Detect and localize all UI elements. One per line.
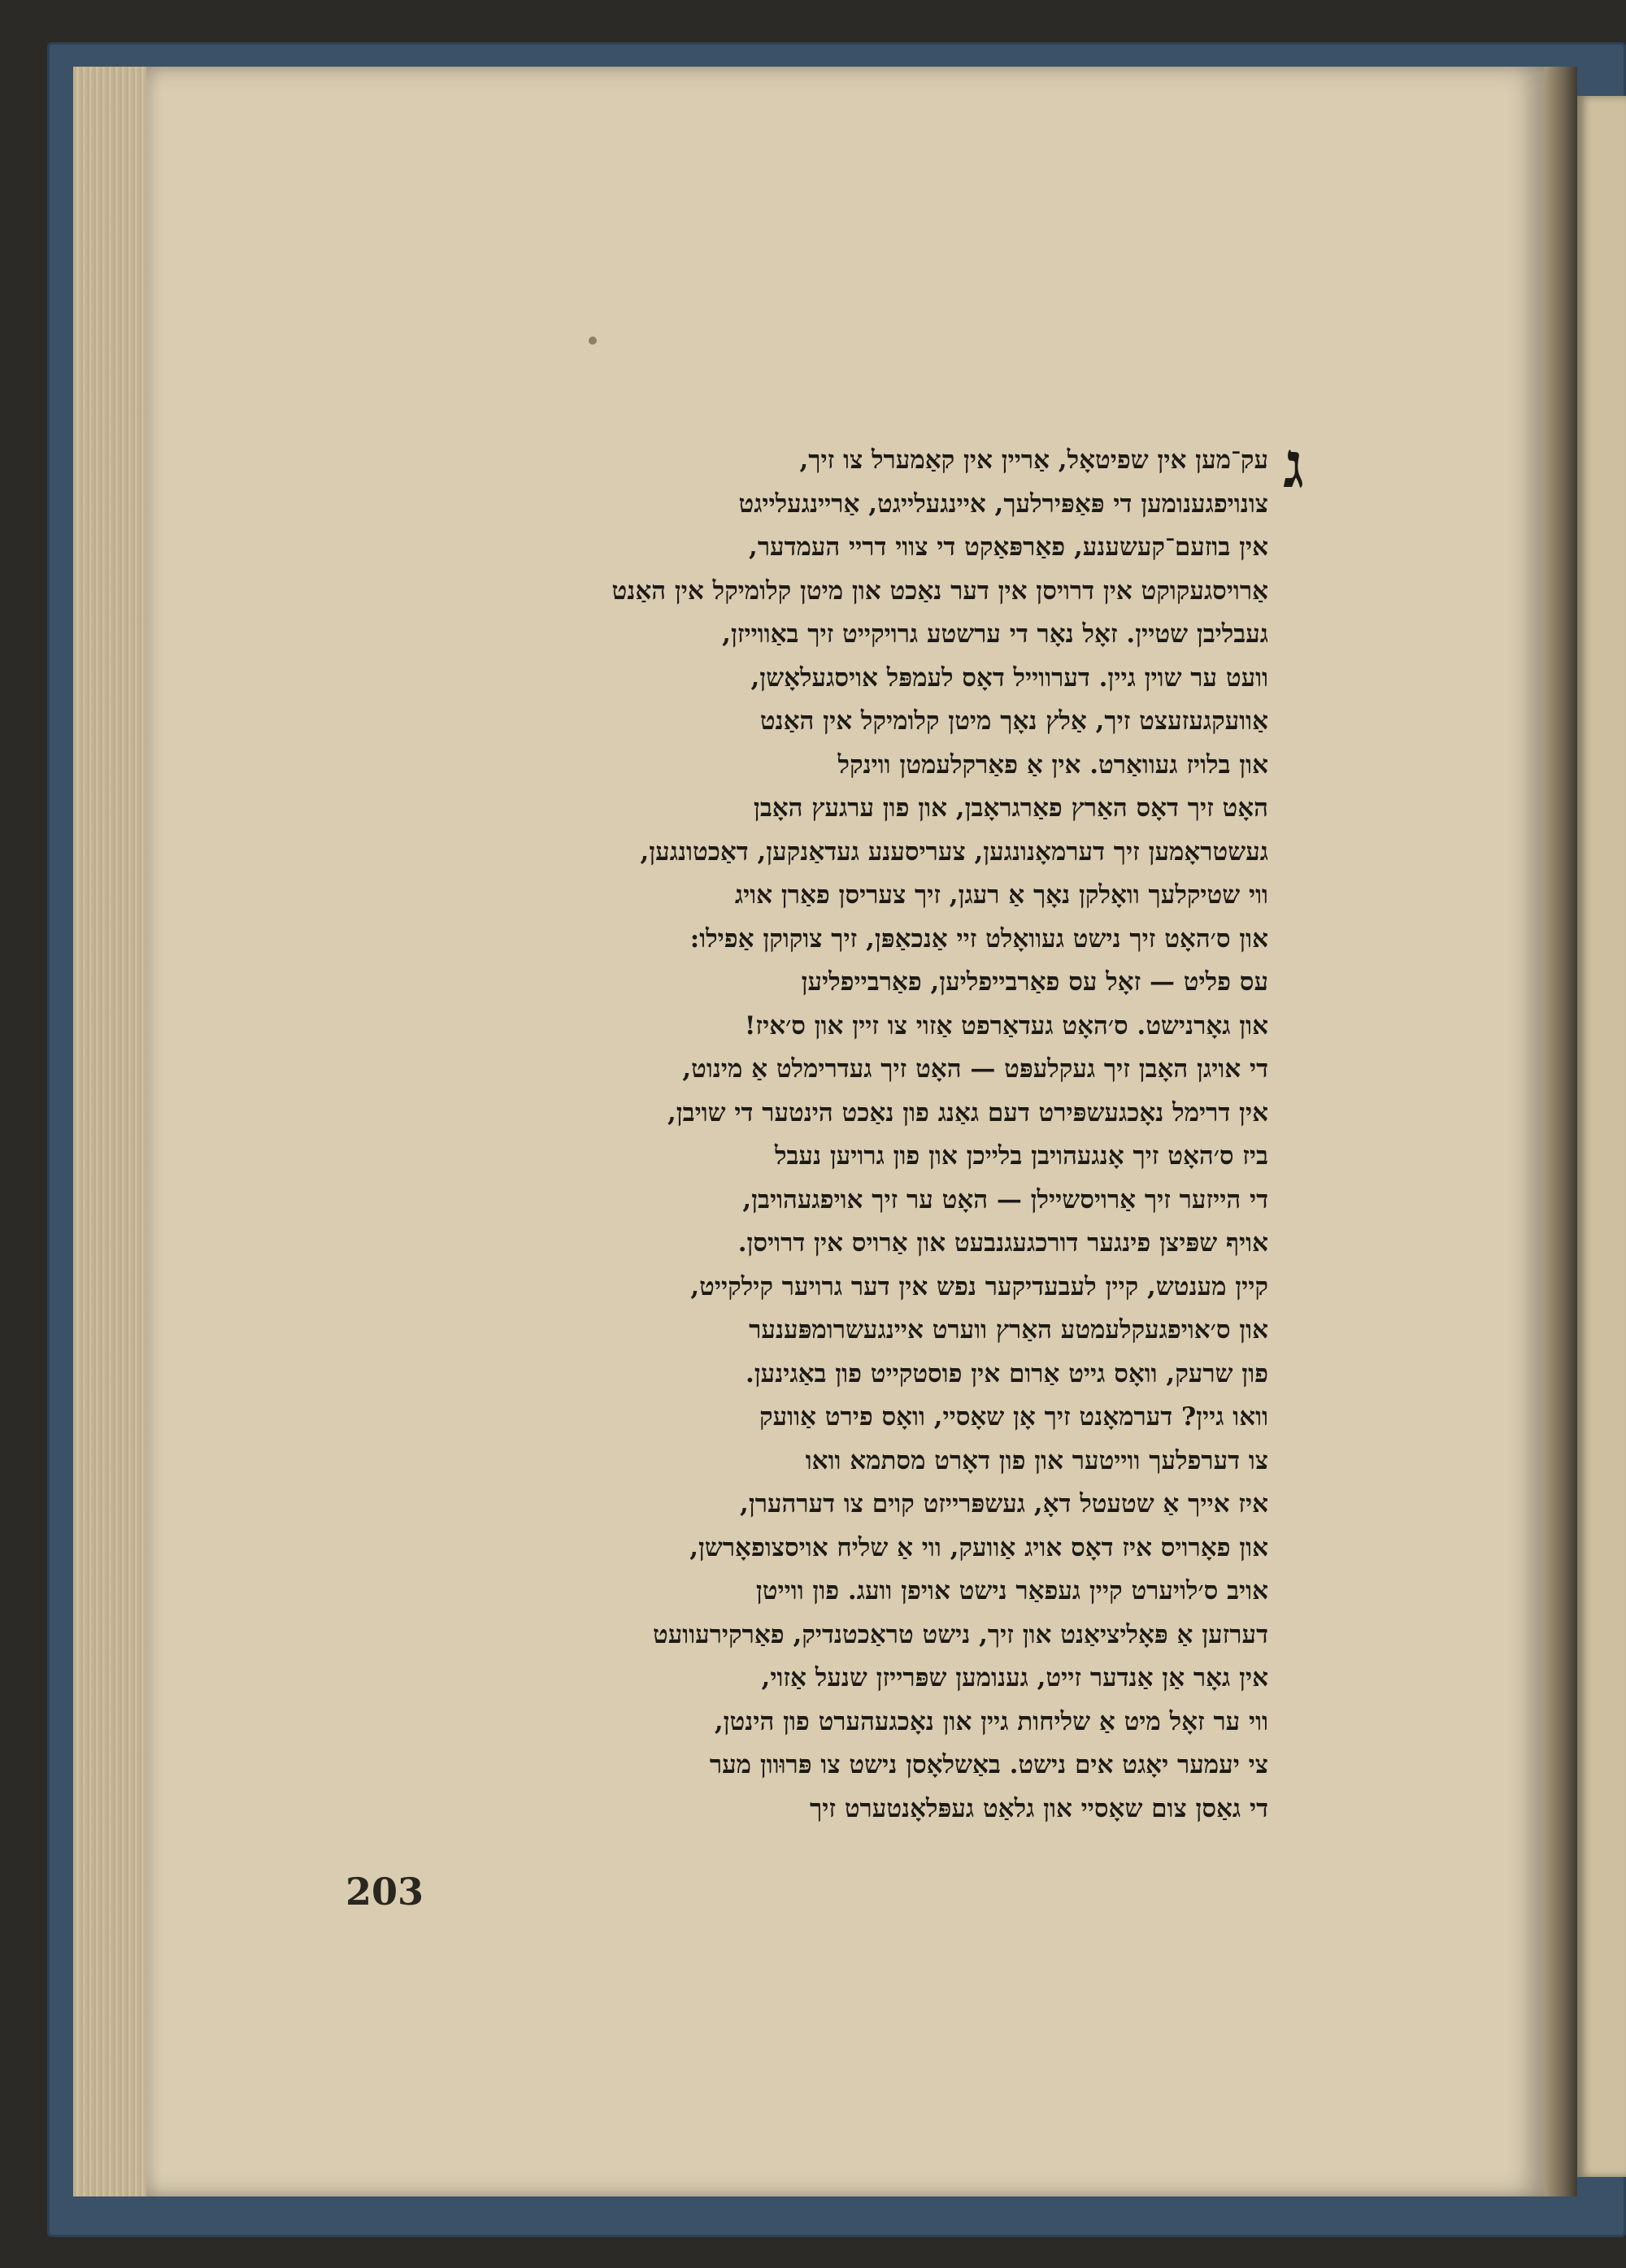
text-line: ווי שטיקלעך וואָלקן נאָך אַ רעגן, זיך צעריסן פאַרן אויג	[734, 880, 1268, 910]
text-line: אין בוזעם־קעשענע, פאַרפּאַקט די צווי דריי העמדער,	[749, 532, 1268, 562]
text-line: אַרויסגעקוקט אין דרויסן אין דער נאַכט און מיטן קלומיקל אין האַנט	[611, 576, 1268, 606]
text-line: אויב ס׳לויערט קיין געפאַר נישט אויפן וועג. פון ווייטן	[755, 1576, 1268, 1605]
next-page-edge	[1577, 96, 1626, 2177]
text-line: אין דרימל נאָכגעשפּירט דעם גאַנג פון נאַכט הינטער די שויבן,	[667, 1097, 1268, 1127]
text-line: געבליבן שטיין. זאָל נאָר די ערשטע גרויקייט זיך באַווייזן,	[722, 619, 1268, 649]
text-line: און בלויז געוואַרט. אין אַ פאַרקלעמטן ווינקל	[837, 749, 1268, 780]
text-line: קיין מענטש, קיין לעבעדיקער נפש אין דער גרויער קילקייט,	[690, 1271, 1268, 1301]
text-line: און פאָרויס איז דאָס אויג אַוועק, ווי אַ שליח אויסצופאָרשן,	[689, 1532, 1268, 1562]
text-line: וועט ער שוין גיין. דערווייל דאָס לעמפּל אויסגעלאָשן,	[750, 663, 1268, 693]
text-line: עק־מען אין שפיטאָל, אַריין אין קאַמערל צו זיך,	[799, 445, 1268, 475]
text-line: די גאַסן צום שאָסיי און גלאַט געפּלאָנטערט זיך	[810, 1793, 1268, 1823]
page-speck	[589, 337, 597, 345]
drop-cap: ג	[1283, 428, 1304, 502]
text-line: צי יעמער יאָגט אים נישט. באַשלאָסן נישט צו פּרוּוון מער	[709, 1750, 1268, 1779]
text-line: און ס׳אויפגעקלעמטע האַרץ ווערט איינגעשרומפּענער	[749, 1315, 1268, 1345]
text-line: געשטראָמען זיך דערמאָנונגען, צעריסענע געדאַנקען, דאַכטונגען,	[640, 836, 1268, 867]
text-line: די אויגן האָבן זיך געקלעפּט — האָט זיך געדרימלט אַ מינוט,	[682, 1054, 1268, 1084]
book-gutter	[1545, 67, 1577, 2196]
body-text	[309, 428, 1304, 1831]
text-line: אויף שפּיצן פינגער דורכגעגנבעט און אַרויס אין דרויסן.	[737, 1228, 1268, 1258]
text-line: אַוועקגעזעצט זיך, אַלץ נאָך מיטן קלומיקל אין האַנט	[759, 706, 1268, 736]
text-line: צונויפגענומען די פּאַפּירלעך, איינגעלייגט, אַריינגעלייגט	[738, 489, 1268, 519]
text-line: אין גאָר אַן אַנדער זייט, גענומען שפּרייזן שנעל אַזוי,	[761, 1663, 1268, 1692]
text-line: איז אייך אַ שטעטל דאָ, געשפּרייזט קוים צו דערהערן,	[740, 1489, 1268, 1519]
text-line: און גאָרנישט. ס׳האָט געדאַרפט אַזוי צו זיין און ס׳איז!	[744, 1010, 1268, 1041]
text-line: פון שרעק, וואָס גייט אַרום אין פוסטקייט פון באַגינען.	[745, 1358, 1268, 1388]
text-line: דערזען אַ פּאָליציאַנט און זיך, נישט טראַכטנדיק, פאַרקירעוועט	[653, 1619, 1268, 1649]
page-edges	[73, 67, 154, 2196]
text-line: ביז ס׳האָט זיך אָנגעהויבן בלייכן און פון גרויען נעבל	[774, 1141, 1268, 1171]
page-number: 203	[346, 1870, 424, 1914]
text-line: און ס׳האָט זיך נישט געוואָלט זיי אַנכאַפּן, זיך צוקוקן אַפילו:	[689, 923, 1268, 954]
text-line: עס פליט — זאָל עס פאַרבייפליען, פאַרבייפליען	[801, 967, 1268, 997]
text-line: צו דערפלעך ווייטער און פון דאָרט מסתמא וואו	[805, 1445, 1268, 1475]
text-line: האָט זיך דאָס האַרץ פאַרגראָבן, און פון ערגעץ האָבן	[753, 793, 1268, 823]
text-line: די הייזער זיך אַרויסשיילן — האָט ער זיך אויפגעהויבן,	[742, 1184, 1268, 1214]
text-line: ווי ער זאָל מיט אַ שליחות גיין און נאָכגעהערט פון הינטן,	[714, 1706, 1268, 1736]
text-line: וואו גיין? דערמאָנט זיך אָן שאָסיי, וואָס פירט אַוועק	[759, 1402, 1268, 1432]
